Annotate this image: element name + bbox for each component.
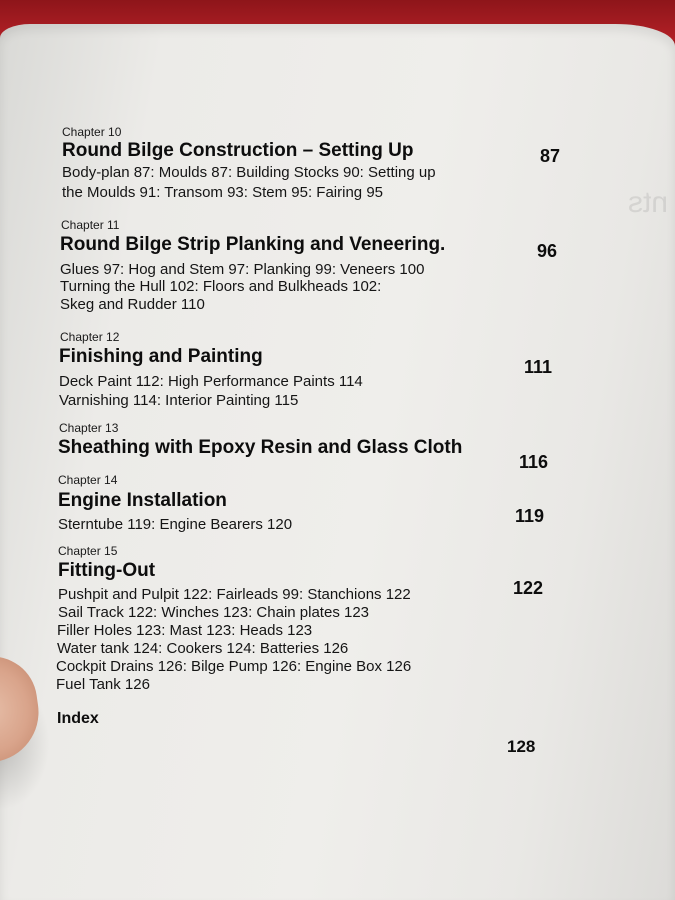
section-line: Fuel Tank 126	[56, 676, 150, 693]
section-line: Filler Holes 123: Mast 123: Heads 123	[57, 622, 313, 639]
section-line: Pushpit and Pulpit 122: Fairleads 99: Stanchions 122	[58, 586, 411, 603]
chapter-label: Chapter 14	[58, 473, 118, 487]
section-line: Glues 97: Hog and Stem 97: Planking 99: Veneers 100	[60, 261, 425, 278]
section-line: Water tank 124: Cookers 124: Batteries 126	[57, 640, 349, 657]
section-line: Body-plan 87: Moulds 87: Building Stocks 90: Setting up	[62, 164, 436, 181]
section-line: Cockpit Drains 126: Bilge Pump 126: Engine Box 126	[56, 658, 412, 675]
section-line: Sterntube 119: Engine Bearers 120	[58, 516, 293, 533]
chapter-label: Chapter 12	[60, 330, 120, 344]
chapter-label: Chapter 10	[62, 125, 122, 139]
chapter-label: Chapter 11	[61, 218, 120, 232]
section-line: Sail Track 122: Winches 123: Chain plates 123	[58, 604, 370, 621]
chapter-page-number: 96	[537, 241, 558, 261]
chapter-page-number: 111	[524, 357, 553, 377]
show-through-text: nts	[628, 186, 669, 219]
chapter-title: Round Bilge Strip Planking and Veneering.	[60, 234, 446, 255]
chapter-title: Round Bilge Construction – Setting Up	[62, 140, 414, 161]
chapter-title: Engine Installation	[58, 490, 227, 511]
section-line: the Moulds 91: Transom 93: Stem 95: Fairing 95	[62, 184, 383, 201]
section-line: Varnishing 114: Interior Painting 115	[59, 392, 299, 409]
chapter-label: Chapter 15	[58, 544, 118, 558]
chapter-page-number: 87	[540, 146, 561, 166]
index-title: Index	[57, 710, 99, 727]
chapter-page-number: 122	[513, 578, 544, 598]
chapter-title: Fitting-Out	[58, 560, 156, 581]
chapter-title: Finishing and Painting	[59, 346, 263, 367]
section-line: Deck Paint 112: High Performance Paints 114	[59, 373, 363, 390]
section-line: Skeg and Rudder 110	[60, 296, 205, 313]
chapter-page-number: 119	[515, 506, 545, 526]
section-line: Turning the Hull 102: Floors and Bulkheads 102:	[60, 278, 382, 295]
chapter-title: Sheathing with Epoxy Resin and Glass Cloth	[58, 437, 463, 458]
chapter-label: Chapter 13	[59, 421, 119, 435]
index-page-number: 128	[507, 737, 536, 756]
chapter-page-number: 116	[519, 452, 549, 472]
